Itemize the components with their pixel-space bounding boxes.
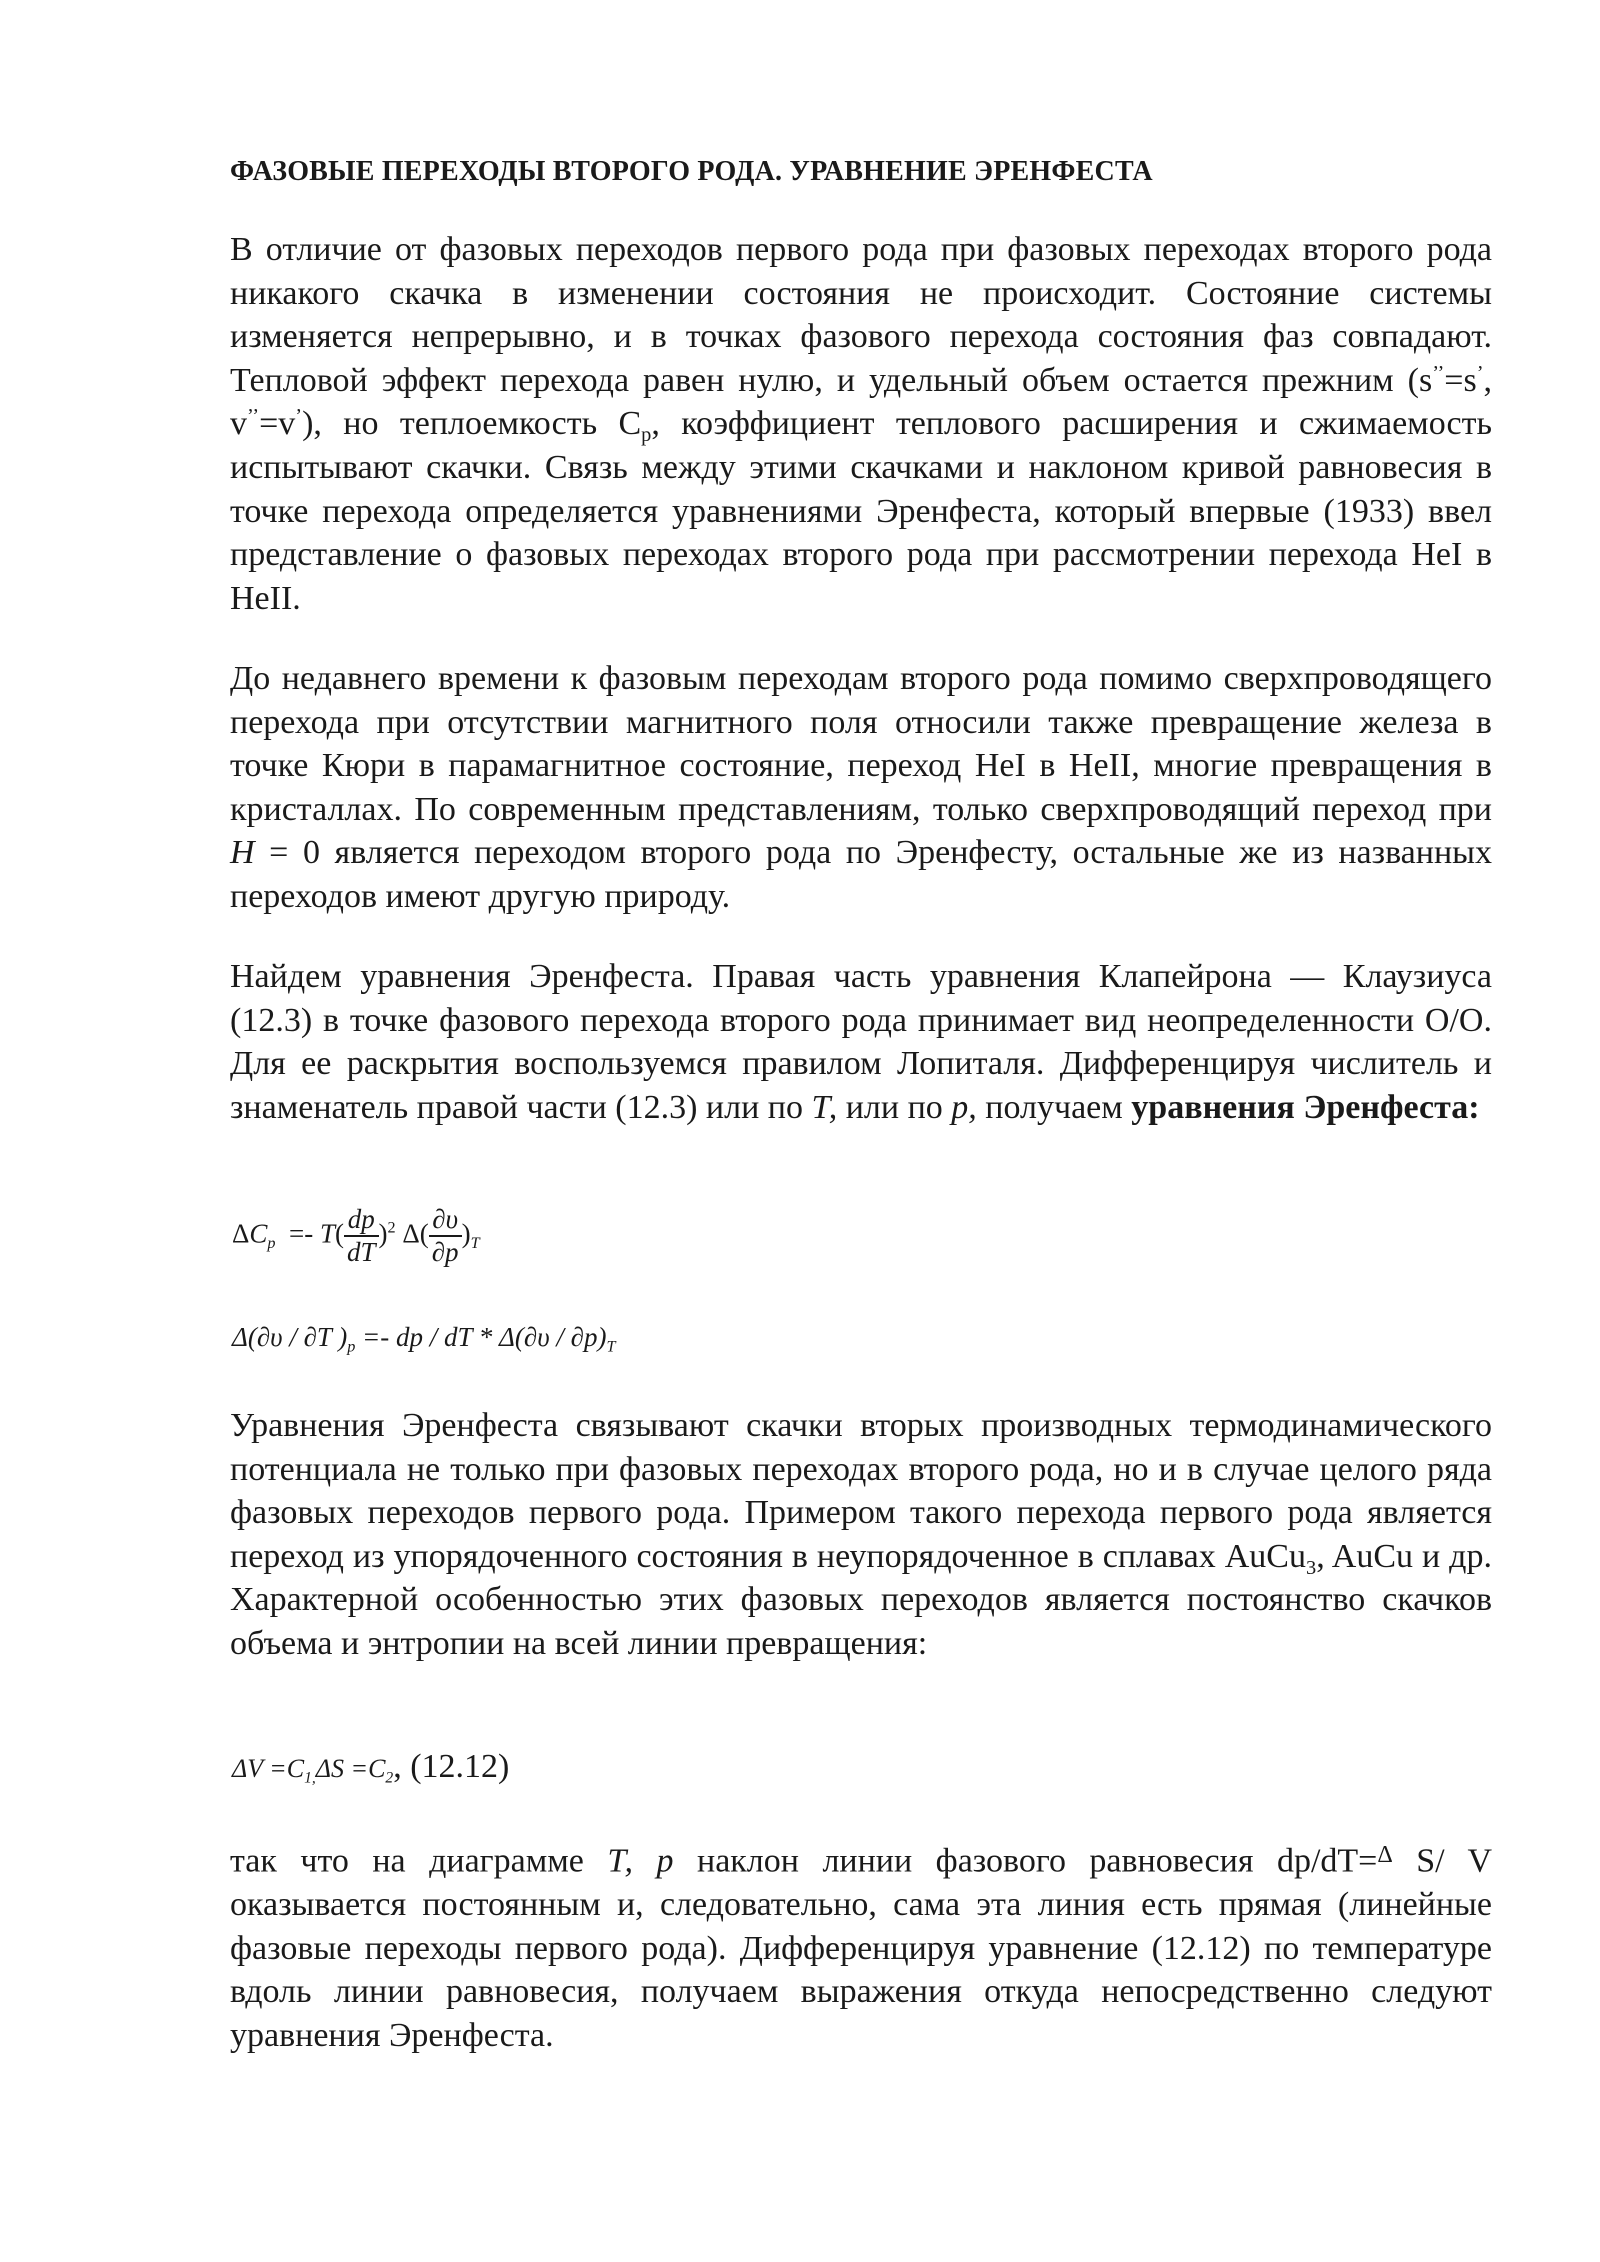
eq1-T: T [319, 1218, 335, 1249]
p4-subscript-3: 3 [1305, 1556, 1317, 1579]
p1-text-6: , коэффициент теплового расширения и сжимаемость испытывают скачки. Связь между этими скачками и наклоном кривой равновесия в точке перехода определяется уравнениями Эренфеста, который впервые (1933) ввел представление о фазовых переходах второго рода при рассмотрении перехода HeI в HeII. [230, 405, 1493, 617]
p5-text-3: S/ V оказывается постоянным и, следовательно, сама эта линия есть прямая (линейные фазовые переходы первого рода). Дифференцируя уравнение (12.12) по температуре вдоль линии равновесия, получаем выражения откуда непосредственно следуют уравнения Эренфеста. [230, 1842, 1493, 2054]
eq3-label: , (12.12) [393, 1748, 510, 1785]
p3-var-p: р, [951, 1088, 977, 1126]
p5-delta: Δ [1377, 1842, 1393, 1868]
paragraph-4 [230, 1404, 1492, 1666]
p4-text-2: , AuCu и др. Характерной особенностью этих фазовых переходов является постоянство скачков объема и энтропии на всей линии превращения: [230, 1537, 1492, 1662]
p5-var-tp: Т, р [607, 1842, 674, 1880]
eq1-fraction-partial [429, 1204, 462, 1268]
eq3-part2: ΔS =C [315, 1754, 386, 1783]
p2-text-1: До недавнего времени к фазовым переходам второго рода помимо сверхпроводящего перехода при отсутствии магнитного поля относили также превращение железа в точке Кюри в парамагнитное состояние, переход HeI в HeII, многие превращения в кристаллах. По современным представлениям, только сверхпроводящий переход при [230, 660, 1492, 828]
eq1-close: ) [378, 1218, 388, 1249]
eq2-lhs-sub: p [347, 1337, 356, 1356]
p5-text-2: наклон линии фазового равновесия dp/dT= [673, 1842, 1378, 1880]
p1-text-5: ), но теплоемкость C [302, 405, 642, 443]
paragraph-5 [230, 1834, 1492, 2058]
eq1-lhs-sub: p [267, 1233, 276, 1252]
eq1-den: dT [346, 1237, 376, 1268]
p3-text-3: получаем [976, 1088, 1132, 1126]
eq1-delta2: Δ( [402, 1218, 429, 1249]
equation-ehrenfest-2 [232, 1322, 616, 1356]
p3-text-1: Найдем уравнения Эренфеста. Правая часть уравнения Клапейрона — Клаузиуса (12.3) в точке фазового перехода второго рода принимает вид неопределенности О/О. Для ее раскрытия воспользуемся правилом Лопиталя. Дифференцируя числитель и знаменатель правой части (12.3) или по [230, 958, 1492, 1126]
p1-prime-double-2: ’’ [247, 405, 260, 428]
paragraph-3 [230, 955, 1492, 1129]
eq1-delta: Δ [232, 1218, 250, 1249]
eq1-den2: ∂p [431, 1237, 459, 1268]
p1-prime-single-2: ’ [295, 405, 303, 428]
p2-text-2: = 0 является переходом второго рода по Эренфесту, остальные же из названных переходов имеют другую природу. [230, 834, 1492, 915]
p1-text-2: =s [1444, 361, 1477, 399]
eq3-sub1: 1, [304, 1769, 316, 1787]
eq3-sub2: 2 [385, 1769, 394, 1787]
p1-text-1: В отличие от фазовых переходов первого рода при фазовых переходах второго рода никакого скачка в изменении состояния не происходит. Состояние системы изменяется непрерывно, и в точках фазового перехода состояния фаз совпадают. Тепловой эффект перехода равен нулю, и удельный объем остается прежним (s [230, 231, 1492, 399]
p5-text-1: так что на диаграмме [230, 1842, 608, 1880]
page-title: ФАЗОВЫЕ ПЕРЕХОДЫ ВТОРОГО РОДА. УРАВНЕНИЕ ЭРЕНФЕСТА [230, 156, 1153, 187]
p1-prime-double-1: ’’ [1432, 361, 1445, 384]
p3-text-2: или по [837, 1088, 952, 1126]
p3-bold-term: уравнения Эренфеста: [1131, 1088, 1480, 1126]
equation-12-12 [232, 1748, 509, 1786]
paragraph-1 [230, 228, 1492, 620]
eq1-close2: ) [461, 1218, 471, 1249]
p3-var-t: Т, [811, 1088, 838, 1126]
equation-ehrenfest-1 [232, 1204, 480, 1268]
paragraph-2 [230, 657, 1492, 919]
eq2-rhs-sub: T [606, 1337, 616, 1356]
p2-var-h: H [230, 834, 255, 872]
p1-subscript-p: p [641, 424, 652, 447]
eq2-rhs: =- dp / dT * Δ(∂υ / ∂p) [362, 1322, 607, 1352]
p1-text-3: , v [230, 361, 1492, 443]
eq2-lhs: Δ(∂υ / ∂T ) [232, 1322, 348, 1352]
eq1-open: ( [334, 1218, 344, 1249]
eq1-sub2: T [470, 1233, 480, 1252]
eq3-part1: ΔV =C [232, 1754, 305, 1783]
eq1-num2: ∂υ [429, 1204, 462, 1237]
eq1-fraction-dp-dt [344, 1204, 379, 1268]
p1-prime-single-1: ’ [1476, 361, 1484, 384]
eq1-eqsign: =- [288, 1218, 314, 1249]
p1-text-4: =v [259, 405, 296, 443]
eq1-power: 2 [387, 1218, 396, 1237]
p4-text-1: Уравнения Эренфеста связывают скачки вторых производных термодинамического потенциала не только при фазовых переходах второго рода, но и в случае целого ряда фазовых переходов первого рода. Примером такого перехода первого рода является переход из упорядоченного состояния в неупорядоченное в сплавах AuCu [230, 1407, 1492, 1575]
eq1-num: dp [344, 1204, 379, 1237]
eq1-lhs: C [249, 1218, 268, 1249]
